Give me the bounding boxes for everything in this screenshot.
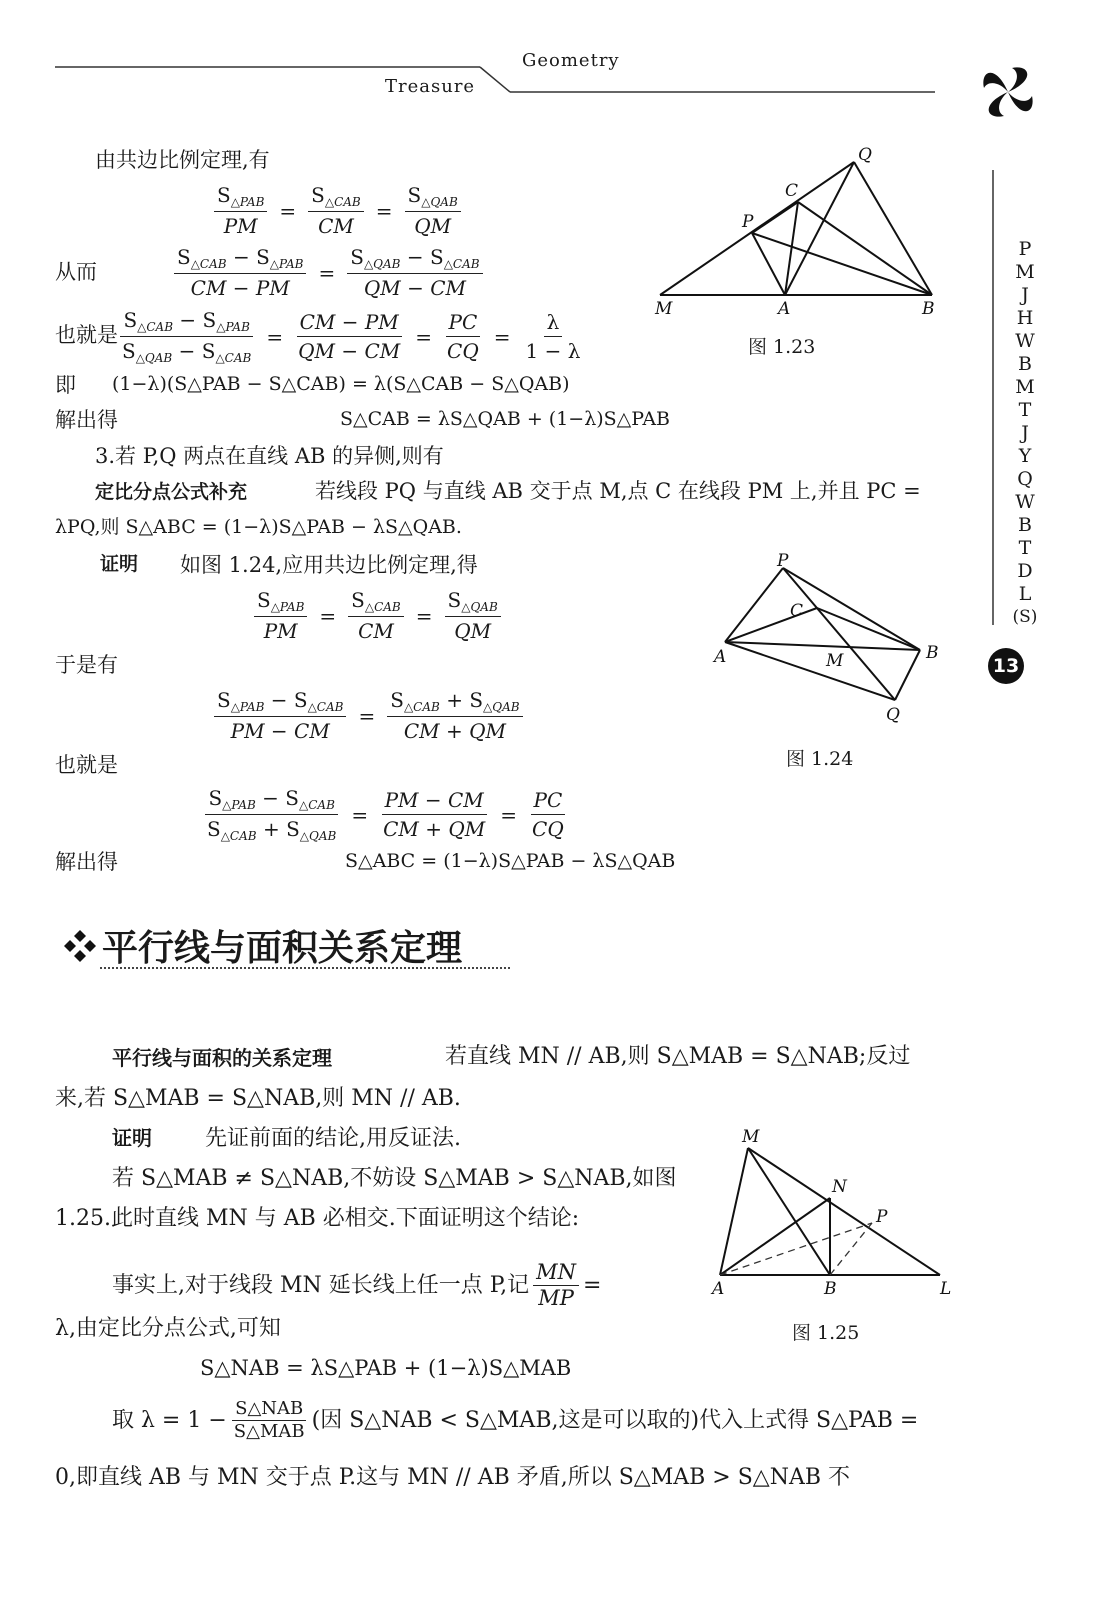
side-letter: M xyxy=(1015,261,1035,283)
para-6-numerator: S△NAB xyxy=(232,1400,306,1421)
supplement-text-1: 若线段 PQ 与直线 AB 交于点 M,点 C 在线段 PM 上,并且 PC = xyxy=(315,479,921,503)
para-4-denominator: MP xyxy=(538,1286,574,1310)
para-4-text: 事实上,对于线段 MN 延长线上任一点 P,记 xyxy=(112,1272,530,1298)
intro-line: 由共边比例定理,有 xyxy=(95,148,270,172)
equation-ratio-2: $\frac{S_{\triangle CAB} - S_{\triangle PAB}}{CM - PM}$ = $\frac{S_{\triangle QAB} - S_{\triangle CAB}}{QM - CM}$ xyxy=(170,245,487,300)
side-letter: T xyxy=(1018,399,1032,421)
side-letter: W xyxy=(1015,330,1035,352)
svg-text:M: M xyxy=(826,651,844,671)
equation-ratio-5: $\frac{S_{\triangle PAB} - S_{\triangle CAB}}{PM - CM}$ = $\frac{S_{\triangle CAB} + S_{\triangle QAB}}{CM + QM}$ xyxy=(210,688,527,743)
equation-ratio-4: $\frac{S_{\triangle PAB}}{PM}$ = $\frac{S_{\triangle CAB}}{CM}$ = $\frac{S_{\triangle QAB}}{QM}$ xyxy=(250,588,505,643)
svg-text:A: A xyxy=(778,299,791,319)
figure-1-24 xyxy=(700,550,960,730)
svg-text:P: P xyxy=(777,551,789,571)
para-5: λ,由定比分点公式,可知 xyxy=(55,1316,281,1341)
equation-nab: S△NAB = λS△PAB + (1−λ)S△MAB xyxy=(200,1356,572,1380)
supplement-text-2: λPQ,则 S△ABC = (1−λ)S△PAB − λS△QAB. xyxy=(55,516,462,538)
label-jiechude-2: 解出得 xyxy=(55,850,118,874)
result-1: S△CAB = λS△QAB + (1−λ)S△PAB xyxy=(340,408,671,430)
page-number-badge xyxy=(988,648,1024,684)
side-letter-column xyxy=(1010,238,1040,629)
header-word-treasure: Treasure xyxy=(385,76,476,97)
svg-text:M: M xyxy=(655,299,673,319)
case3-line: 3.若 P,Q 两点在直线 AB 的异侧,则有 xyxy=(95,444,444,468)
label-yejiushi-2: 也就是 xyxy=(55,753,118,777)
svg-text:B: B xyxy=(922,299,935,319)
para-7: 0,即直线 AB 与 MN 交于点 P.这与 MN // AB 矛盾,所以 S△MAB > S△NAB 不 xyxy=(55,1465,851,1490)
para-4-numerator: MN xyxy=(533,1262,579,1286)
caption-fig-1-25: 图 1.25 xyxy=(792,1322,860,1344)
side-letter: (S) xyxy=(1012,607,1038,627)
theorem-title: 平行线与面积的关系定理 xyxy=(112,1046,332,1070)
svg-text:B: B xyxy=(824,1279,837,1299)
side-rule xyxy=(990,170,996,630)
side-letter: M xyxy=(1015,376,1035,398)
side-letter: D xyxy=(1017,560,1033,582)
svg-text:A: A xyxy=(714,647,727,667)
proof-text-2: 先证前面的结论,用反证法. xyxy=(205,1126,461,1151)
result-2: S△ABC = (1−λ)S△PAB − λS△QAB xyxy=(345,850,676,872)
side-letter: B xyxy=(1018,514,1032,536)
svg-text:C: C xyxy=(785,181,799,201)
section-title: 平行线与面积关系定理 xyxy=(102,928,463,969)
svg-text:L: L xyxy=(940,1279,952,1299)
para-4: 事实上,对于线段 MN 延长线上任一点 P,记 $\frac{MN}{MP}$ = xyxy=(112,1260,602,1310)
label-yushiyou: 于是有 xyxy=(55,653,118,677)
equation-ratio-1: $\frac{S_{\triangle PAB}}{PM}$ = $\frac{S_{\triangle CAB}}{CM}$ = $\frac{S_{\triangle QAB}}{QM}$ xyxy=(210,183,465,238)
flower-logo-icon xyxy=(978,62,1038,122)
label-yejiushi-1: 也就是 xyxy=(55,323,118,347)
side-letter: T xyxy=(1018,537,1032,559)
diamond-bullet-icon xyxy=(60,926,100,966)
figure-1-25 xyxy=(700,1120,970,1300)
svg-text:Q: Q xyxy=(886,705,900,725)
proof-label-2: 证明 xyxy=(112,1126,152,1150)
svg-text:Q: Q xyxy=(858,145,872,165)
side-letter: W xyxy=(1015,491,1035,513)
svg-text:P: P xyxy=(742,212,754,232)
svg-text:C: C xyxy=(790,601,804,621)
side-letter: L xyxy=(1018,583,1032,605)
side-letter: J xyxy=(1021,284,1029,306)
svg-text:B: B xyxy=(926,643,939,663)
theorem-text-1: 若直线 MN // AB,则 S△MAB = S△NAB;反过 xyxy=(445,1044,911,1069)
label-ji: 即 xyxy=(55,373,76,397)
caption-fig-1-24: 图 1.24 xyxy=(786,748,854,770)
theorem-text-2: 来,若 S△MAB = S△NAB,则 MN // AB. xyxy=(55,1086,461,1111)
proof-text-1: 如图 1.24,应用共边比例定理,得 xyxy=(180,553,478,577)
section-heading xyxy=(60,920,462,971)
para-6-denominator: S△MAB xyxy=(233,1421,305,1442)
figure-1-23 xyxy=(640,140,960,330)
svg-text:P: P xyxy=(876,1207,888,1227)
equation-ratio-6: $\frac{S_{\triangle PAB} - S_{\triangle CAB}}{S_{\triangle CAB} + S_{\triangle QAB}}$ = $\frac{PM - CM}{CM + QM}$ = $\frac{PC}{CQ}$ xyxy=(207,786,564,843)
svg-text:N: N xyxy=(832,1177,847,1197)
caption-fig-1-23: 图 1.23 xyxy=(748,336,816,358)
side-letter: B xyxy=(1018,353,1032,375)
section-underline xyxy=(100,967,510,969)
para-2: 若 S△MAB ≠ S△NAB,不妨设 S△MAB > S△NAB,如图 xyxy=(112,1166,677,1191)
proof-label-1: 证明 xyxy=(100,553,139,575)
equation-ratio-3: $\frac{S_{\triangle CAB} - S_{\triangle PAB}}{S_{\triangle QAB} - S_{\triangle CAB}}$ = $\frac{CM - PM}{QM - CM}$ = $\frac{PC}{CQ}$ = $\frac{\lambda}{1 - \lambda}$ xyxy=(122,308,581,365)
supplement-title: 定比分点公式补充 xyxy=(95,481,248,503)
side-letter: H xyxy=(1016,307,1034,329)
para-6-text-b: (因 S△NAB < S△MAB,这是可以取的)代入上式得 S△PAB = xyxy=(311,1407,919,1433)
equation-ji: (1−λ)(S△PAB − S△CAB) = λ(S△CAB − S△QAB) xyxy=(112,373,570,395)
header-word-geometry: Geometry xyxy=(522,50,620,71)
svg-text:M: M xyxy=(742,1127,760,1147)
side-letter: P xyxy=(1018,238,1032,260)
label-cong-er: 从而 xyxy=(55,260,97,284)
para-6 xyxy=(112,1400,918,1441)
label-jiechude-1: 解出得 xyxy=(55,408,118,432)
page-number: 13 xyxy=(992,655,1020,677)
side-letter: J xyxy=(1021,422,1029,444)
para-3: 1.25.此时直线 MN 与 AB 必相交.下面证明这个结论: xyxy=(55,1206,580,1231)
svg-text:A: A xyxy=(712,1279,725,1299)
side-letter: Y xyxy=(1018,445,1032,467)
para-6-text-a: 取 λ = 1 − xyxy=(112,1407,227,1433)
side-letter: Q xyxy=(1017,468,1033,490)
